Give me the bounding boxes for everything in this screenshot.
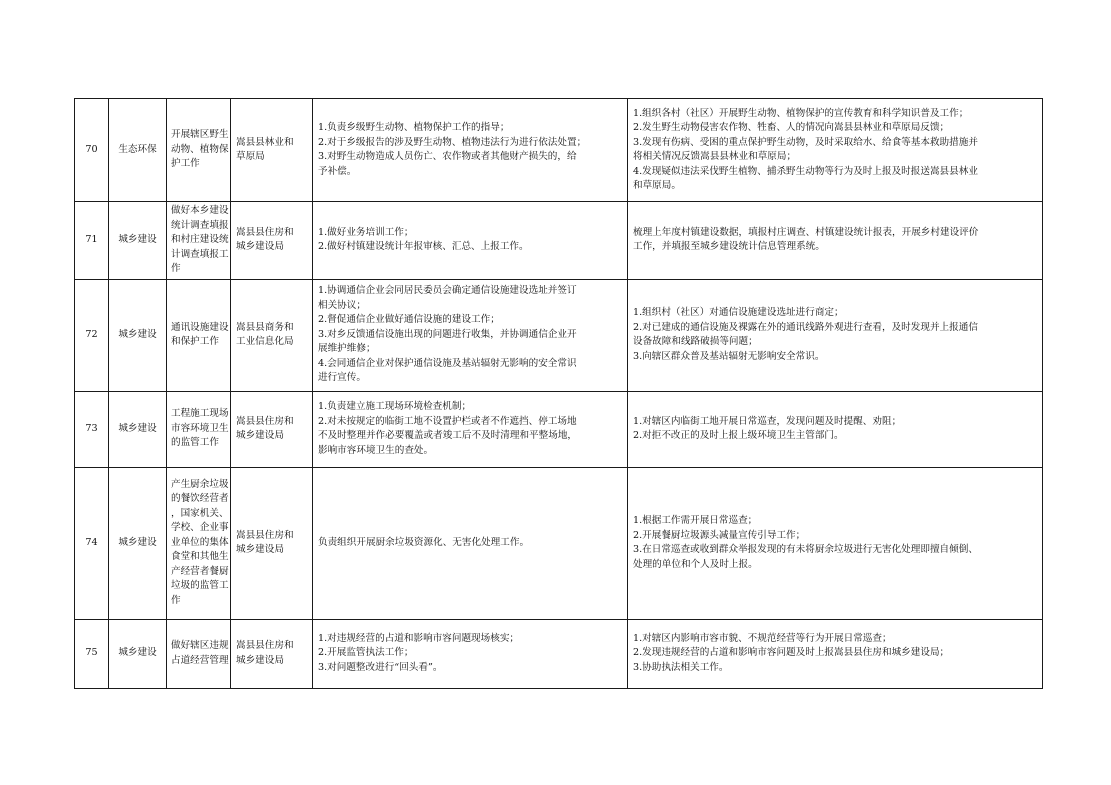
duty-line: 1.负责建立施工现场环境检查机制； [318,401,472,412]
wrapped-text-line: 城乡建设局 [236,544,284,555]
duty-line: 梳理上年度村镇建设数据，填报村庄调查、村镇建设统计报表，开展乡村建设评价 [633,226,979,238]
wrapped-text-line: 城乡建设局 [236,654,284,666]
responsible-department-cell [231,619,313,688]
row-number: 73 [75,391,109,467]
wrapped-text-line: 垃圾的监管工 [171,580,229,592]
duty-line: 2.督促通信企业做好通信设施的建设工作； [318,314,500,326]
category-cell: 城乡建设 [109,619,167,688]
wrapped-text-line: 城乡建设局 [236,430,284,441]
duty-line: 1.做好业务培训工作； [318,226,414,238]
duty-line: 2.对于乡级报告的涉及野生动物、植物违法行为进行依法处置； [318,136,587,148]
township-duties-cell [628,99,1043,202]
township-duties-cell [628,202,1043,280]
responsible-department-cell [231,279,313,391]
wrapped-text-line: 产经营者餐厨 [171,565,229,577]
duty-line: 处理的单位和个人及时上报。 [633,558,758,570]
wrapped-text-line: 学校、企业事 [171,522,229,534]
wrapped-text-line: 作 [171,594,181,606]
department-duties-cell [313,619,628,688]
duty-line: 工作，并填报至城乡建设统计信息管理系统。 [633,241,825,253]
wrapped-text-line: 嵩县县住房和 [236,640,294,651]
wrapped-text-line: ，国家机关、 [171,507,229,519]
task-item-cell [167,619,231,688]
wrapped-text-line: 和保护工作 [171,336,219,347]
table-row [75,99,1043,202]
duty-line: 3.对乡反馈通信设施出现的问题进行收集，并协调通信企业开 [318,328,577,340]
wrapped-text-line: 食堂和其他生 [171,551,229,563]
duty-line: 3.发现有伤病、受困的重点保护野生动物，及时采取给水、给食等基本救助措施并 [633,136,978,148]
department-duties-cell [313,391,628,467]
wrapped-text-line: 计调查填报工 [171,248,229,260]
wrapped-text-line: 业单位的集体 [171,536,229,548]
responsible-department-cell [231,467,313,619]
duty-line: 2.对已建成的通信设施及裸露在外的通讯线路外观进行查看，及时发现并上报通信 [633,321,978,333]
row-number: 70 [75,99,109,202]
wrapped-text-line: 嵩县县住房和 [236,226,294,238]
wrapped-text-line: 嵩县县商务和 [236,321,294,333]
wrapped-text-line: 统计调查填报 [171,219,229,231]
duty-table [74,98,1043,689]
table-row [75,467,1043,619]
duty-line: 和草原局。 [633,180,681,191]
table-row [75,391,1043,467]
category-cell: 城乡建设 [109,202,167,280]
wrapped-text-line: 嵩县县住房和 [236,415,294,427]
duty-line: 3.对野生动物造成人员伤亡、农作物或者其他财产损失的，给 [318,151,577,162]
wrapped-text-line: 护工作 [171,158,200,170]
task-item-cell [167,202,231,280]
duty-line: 将相关情况反馈嵩县县林业和草原局； [633,151,797,162]
task-item-cell [167,391,231,467]
responsible-department-cell [231,391,313,467]
table-row [75,202,1043,280]
duty-line: 展维护维修； [318,343,376,355]
duty-line: 设备故障和线路破损等问题； [633,336,758,347]
wrapped-text-line: 做好辖区违规 [171,640,229,651]
duty-line: 2.开展监管执法工作； [318,647,414,659]
duty-line: 3.对问题整改进行“回头看”。 [318,661,443,673]
department-duties-cell [313,467,628,619]
duty-line: 影响市容环境卫生的查处。 [318,444,434,456]
duty-line: 1.对辖区内影响市容市貌、不规范经营等行为开展日常巡查； [633,632,892,644]
wrapped-text-line: 占道经营管理 [171,654,229,666]
duty-line: 2.发现违规经营的占道和影响市容问题及时上报嵩县县住房和城乡建设局； [633,647,950,659]
row-number: 75 [75,619,109,688]
duty-line: 进行宣传。 [318,372,366,384]
township-duties-cell [628,279,1043,391]
duty-line: 3.向辖区群众普及基站辐射无影响安全常识。 [633,350,825,362]
row-number: 72 [75,279,109,391]
table-row [75,619,1043,688]
duty-line: 2.开展餐厨垃圾源头减量宣传引导工作； [633,529,806,541]
duty-line: 1.根据工作需开展日常巡查； [633,515,758,526]
wrapped-text-line: 城乡建设局 [236,241,284,253]
wrapped-text-line: 的监管工作 [171,437,219,449]
category-cell: 城乡建设 [109,279,167,391]
duty-line: 予补偿。 [318,165,357,177]
duty-line: 负责组织开展厨余垃圾资源化、无害化处理工作。 [318,536,530,548]
responsible-department-cell [231,99,313,202]
task-item-cell [167,99,231,202]
wrapped-text-line: 工程施工现场 [171,408,229,420]
duty-line: 1.组织村（社区）对通信设施建设选址进行商定； [633,307,844,318]
wrapped-text-line: 通讯设施建设 [171,321,229,333]
wrapped-text-line: 草原局 [236,151,265,162]
duty-line: 1.负责乡级野生动物、植物保护工作的指导； [318,122,510,133]
wrapped-text-line: 开展辖区野生 [171,129,229,141]
duty-line: 4.会同通信企业对保护通信设施及基站辐射无影响的安全常识 [318,357,577,369]
duty-line: 2.对拒不改正的及时上报上级环境卫生主管部门。 [633,430,844,441]
wrapped-text-line: 动物、植物保 [171,143,229,155]
department-duties-cell [313,99,628,202]
wrapped-text-line: 产生厨余垃圾 [171,478,229,490]
category-cell: 城乡建设 [109,391,167,467]
wrapped-text-line: 的餐饮经营者 [171,493,229,505]
duty-line: 4.发现疑似违法采伐野生植物、捕杀野生动物等行为及时上报及时报送嵩县县林业 [633,165,978,177]
wrapped-text-line: 嵩县县林业和 [236,136,294,148]
duty-line: 相关协议； [318,299,366,311]
duty-line: 3.在日常巡查或收到群众举报发现的有未将厨余垃圾进行无害化处理即擅自倾倒、 [633,544,978,555]
duty-line: 3.协助执法相关工作。 [633,661,729,673]
category-cell: 生态环保 [109,99,167,202]
township-duties-cell [628,619,1043,688]
township-duties-cell [628,391,1043,467]
duty-line: 1.对违规经营的占道和影响市容问题现场核实； [318,632,520,644]
township-duties-cell [628,467,1043,619]
department-duties-cell [313,202,628,280]
wrapped-text-line: 作 [171,263,181,274]
wrapped-text-line: 工业信息化局 [236,336,294,347]
wrapped-text-line: 和村庄建设统 [171,234,229,245]
duty-line: 1.组织各村（社区）开展野生动物、植物保护的宣传教育和科学知识普及工作； [633,107,969,119]
wrapped-text-line: 做好本乡建设 [171,205,229,216]
task-item-cell [167,467,231,619]
duty-line: 2.发生野生动物侵害农作物、牲畜、人的情况向嵩县县林业和草原局反馈； [633,122,950,133]
duty-line: 1.协调通信企业会同居民委员会确定通信设施建设选址并签订 [318,285,577,297]
wrapped-text-line: 嵩县县住房和 [236,529,294,541]
duty-line: 不及时整理并作必要覆盖或者竣工后不及时清理和平整场地， [318,430,578,441]
wrapped-text-line: 市容环境卫生 [171,422,229,434]
duty-line: 1.对辖区内临街工地开展日常巡查，发现问题及时提醒、劝阻； [633,415,902,427]
duty-line: 2.做好村镇建设统计年报审核、汇总、上报工作。 [318,241,529,253]
duty-line: 2.对未按规定的临街工地不设置护栏或者不作遮挡、停工场地 [318,415,577,427]
responsible-department-cell [231,202,313,280]
task-item-cell [167,279,231,391]
department-duties-cell [313,279,628,391]
table-row [75,279,1043,391]
row-number: 74 [75,467,109,619]
row-number: 71 [75,202,109,280]
category-cell: 城乡建设 [109,467,167,619]
